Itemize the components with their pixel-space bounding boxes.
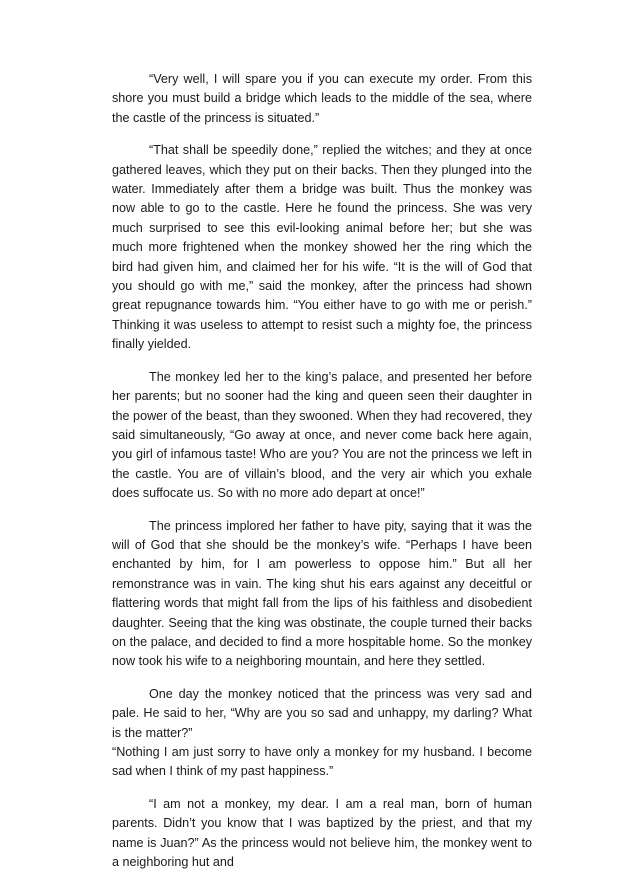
paragraph-3: The monkey led her to the king’s palace, and presented her before her parents; but no sooner had the king and queen seen their daughter in the power of the beast, than they swooned. When they had recovered, they said simultaneously, “Go away at once, and never come back here again, you girl of infamous taste! Who are you? You are not the princess we left in the castle. You are of villain’s blood, and the very air which you exhale does suffocate us. So with no more ado depart at once!”	[112, 369, 532, 501]
paragraph-5: One day the monkey noticed that the princess was very sad and pale. He said to her, “Why are you so sad and unhappy, my darling? What is the matter?”	[112, 686, 532, 740]
document-page	[112, 70, 532, 885]
paragraph-2: “That shall be speedily done,” replied the witches; and they at once gathered leaves, which they put on their backs. Then they plunged into the water. Immediately after them a bridge was built. Thus the monkey was now able to go to the castle. Here he found the princess. She was very much surprised to see this evil-looking animal before her; but she was much more frightened when the monkey showed her the ring which the bird had given him, and claimed her for his wife. “It is the will of God that you should go with me,” said the monkey, after the princess had shown great repugnance towards him. “You either have to go with me or perish.” Thinking it was useless to attempt to resist such a mighty foe, the princess finally yielded.	[112, 143, 532, 352]
paragraph-6: “Nothing I am just sorry to have only a monkey for my husband. I become sad when I think of my past happiness.”	[112, 745, 532, 779]
paragraph-4: The princess implored her father to have pity, saying that it was the will of God that she should be the monkey’s wife. “Perhaps I have been enchanted by him, for I am powerless to oppose him.” But all her remonstrance was in vain. The king shut his ears against any deceitful or flattering words that might fall from the lips of his faithless and disobedient daughter. Seeing that the king was obstinate, the couple turned their backs on the palace, and decided to find a more hospitable home. So the monkey now took his wife to a neighboring mountain, and here they settled.	[112, 518, 532, 669]
paragraph-7: “I am not a monkey, my dear. I am a real man, born of human parents. Didn’t you know that I was baptized by the priest, and that my name is Juan?” As the princess would not believe him, the monkey went to a neighboring hut and	[112, 796, 532, 870]
paragraph-1: “Very well, I will spare you if you can execute my order. From this shore you must build a bridge which leads to the middle of the sea, where the castle of the princess is situated.”	[112, 72, 532, 125]
